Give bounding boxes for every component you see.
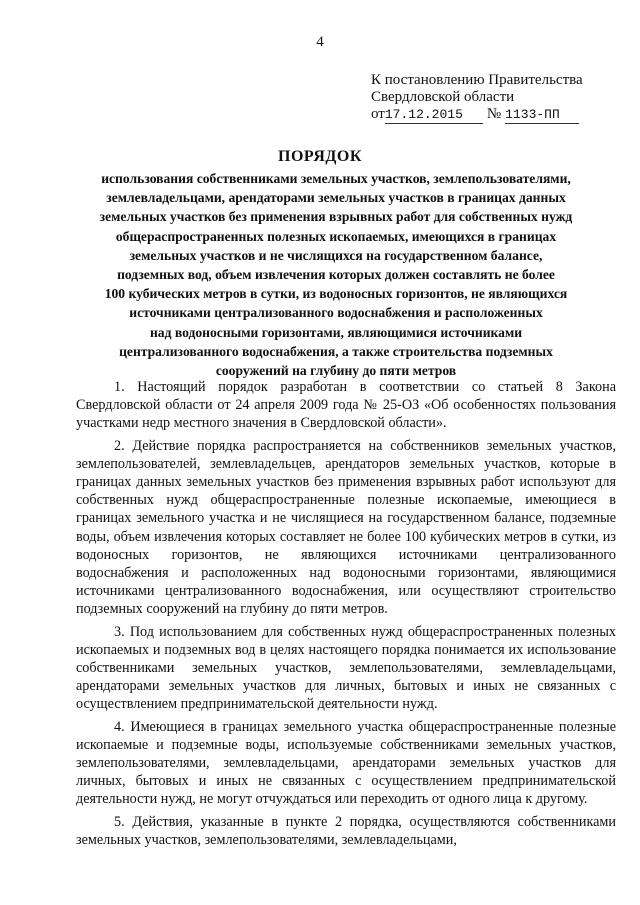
subtitle-line: источниками централизованного водоснабжения и расположенных — [129, 305, 543, 321]
paragraph-2: 2. Действие порядка распространяется на собственников земельных участков, землепользователей, землевладельцев, арендаторов земельных участков, которые в границах данных земельных участков без применения взрывных работ используют для собственных нужд общераспространенные полезные ископаемые, имеющиеся в границах земельного участка и не числящиеся на государственном балансе, подземные воды, объем извлечения которых составляет не более 100 кубических метров в сутки, из водоносных горизонтов, не являющихся источниками централизованного водоснабжения и расположенных над водоносными горизонтами, являющимися источниками централизованного водоснабжения, или осуществляют строительство подземных сооружений на глубину до пяти метров. — [76, 437, 616, 618]
document-title: ПОРЯДОК — [278, 148, 362, 165]
approval-date: 17.12.2015 — [385, 106, 483, 124]
subtitle-line: землевладельцами, арендаторами земельных участков в границах данных — [106, 190, 566, 206]
subtitle-line: над водоносными горизонтами, являющимися источниками — [149, 324, 523, 340]
approval-line-1: К постановлению Правительства — [371, 72, 583, 88]
paragraph-4: 4. Имеющиеся в границах земельного участка общераспространенные полезные ископаемые и подземные воды, используемые собственниками земельных участков, землепользователями, землевладельцами, арендаторами земельных участков для личных, бытовых и иных не связанных с осуществлением предпринимательской деятельности нужд, не могут отчуждаться или переходить от одного лица к другому. — [76, 718, 616, 808]
document-body — [76, 378, 616, 853]
subtitle-line: земельных участков без применения взрывных работ для собственных нужд — [99, 209, 573, 225]
page-number: 4 — [316, 34, 324, 50]
subtitle-line: 100 кубических метров в сутки, из водоносных горизонтов, не являющихся — [104, 286, 568, 302]
approval-block — [371, 72, 583, 124]
subtitle-line: земельных участков и не числящихся на государственном балансе, — [129, 247, 543, 263]
subtitle-line: использования собственниками земельных участков, землепользователями, — [101, 171, 571, 186]
document-subtitle — [76, 169, 596, 380]
subtitle-line: общераспространенных полезных ископаемых, имеющихся в границах — [115, 228, 557, 244]
subtitle-line: подземных вод, объем извлечения которых должен составлять не более — [117, 267, 555, 283]
paragraph-1: 1. Настоящий порядок разработан в соответствии со статьей 8 Закона Свердловской области от 24 апреля 2009 года № 25-ОЗ «Об особенностях пользования участками недр местного значения в Свердловской области». — [76, 379, 616, 432]
approval-number: 1133-ПП — [505, 106, 579, 124]
subtitle-line: сооружений на глубину до пяти метров — [215, 363, 457, 379]
subtitle-line: централизованного водоснабжения, а также строительства подземных — [119, 343, 553, 359]
approval-line-2: Свердловской области — [371, 89, 515, 105]
paragraph-5: 5. Действия, указанные в пункте 2 порядка, осуществляются собственниками земельных участков, землепользователями, землевладельцами, — [76, 813, 616, 848]
paragraph-3: 3. Под использованием для собственных нужд общераспространенных полезных ископаемых и подземных вод в целях настоящего порядка понимается их использование собственниками земельных участков, землепользователями, землевладельцами, арендаторами земельных участков для личных, бытовых и иных не связанных с осуществлением предпринимательской деятельности нужд. — [76, 623, 616, 713]
date-prefix: от — [371, 106, 385, 122]
approval-date-line — [371, 106, 583, 124]
number-prefix: № — [486, 106, 502, 122]
